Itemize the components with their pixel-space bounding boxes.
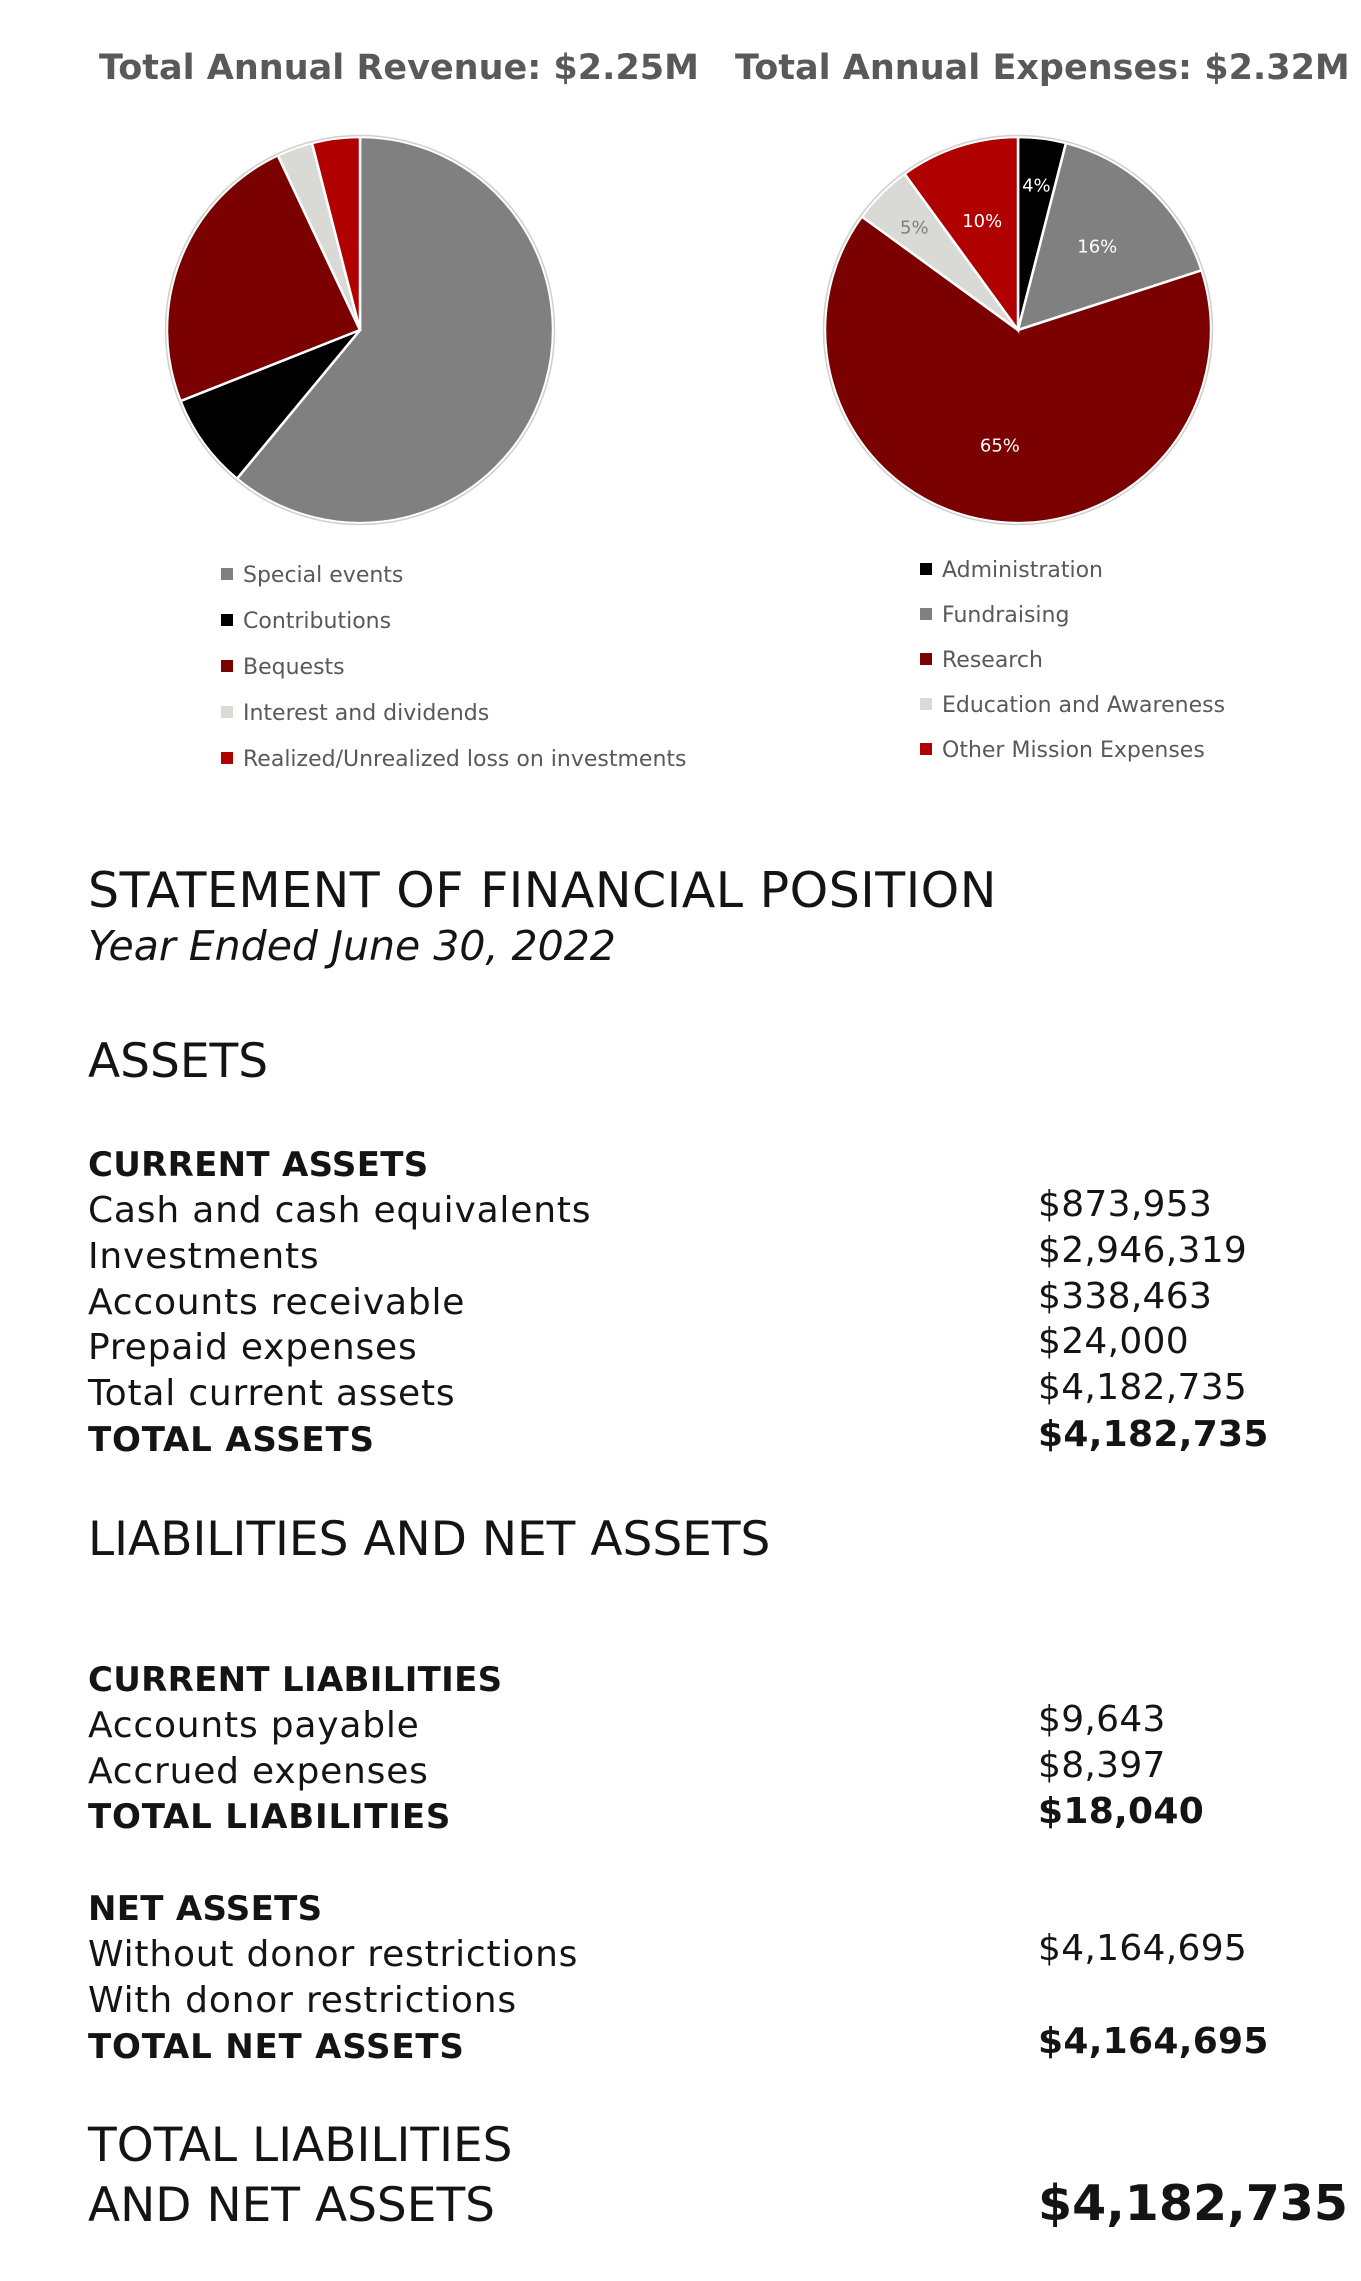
total-liabilities-label: TOTAL LIABILITIES bbox=[88, 1797, 452, 1837]
legend-item bbox=[920, 647, 1043, 675]
total-net-assets-value: $4,164,695 bbox=[1038, 2021, 1269, 2062]
row-value: $24,000 bbox=[1038, 1321, 1189, 1362]
net-asset-row bbox=[88, 1980, 1268, 2025]
legend-item bbox=[920, 557, 1103, 585]
current-assets-heading: CURRENT ASSETS bbox=[88, 1145, 429, 1185]
row-label: Without donor restrictions bbox=[88, 1934, 579, 1975]
total-assets-label: TOTAL ASSETS bbox=[88, 1420, 375, 1460]
grand-total-label-line2: AND NET ASSETS bbox=[88, 2178, 496, 2233]
row-label: Accounts payable bbox=[88, 1705, 420, 1746]
legend-label: Administration bbox=[942, 558, 1103, 583]
legend-item bbox=[221, 654, 345, 682]
legend-swatch bbox=[920, 608, 932, 620]
revenue-pie-chart bbox=[150, 120, 570, 540]
liabilities-heading: LIABILITIES AND NET ASSETS bbox=[88, 1512, 771, 1567]
revenue-chart-title: Total Annual Revenue: $2.25M bbox=[99, 48, 699, 88]
grand-total-value: $4,182,735 bbox=[1038, 2175, 1348, 2232]
pie-slice-label: 16% bbox=[1077, 236, 1118, 258]
row-label: Cash and cash equivalents bbox=[88, 1190, 592, 1231]
net-asset-row bbox=[88, 1928, 1268, 1979]
statement-subtitle: Year Ended June 30, 2022 bbox=[88, 922, 616, 970]
legend-item bbox=[920, 602, 1069, 630]
row-value: $9,643 bbox=[1038, 1699, 1166, 1740]
asset-row bbox=[88, 1367, 1268, 1418]
total-net-assets-label: TOTAL NET ASSETS bbox=[88, 2027, 465, 2067]
pie-slice-label: 65% bbox=[979, 435, 1020, 457]
total-liabilities-row bbox=[88, 1791, 1268, 1842]
pie-slice-label: 5% bbox=[900, 217, 929, 239]
row-value: $4,182,735 bbox=[1038, 1367, 1248, 1408]
legend-label: Contributions bbox=[243, 609, 392, 634]
row-value: $338,463 bbox=[1038, 1276, 1213, 1317]
pie-slice-label: 4% bbox=[1022, 175, 1051, 197]
asset-row bbox=[88, 1230, 1268, 1281]
row-label: Prepaid expenses bbox=[88, 1327, 418, 1368]
legend-swatch bbox=[920, 563, 932, 575]
legend-label: Fundraising bbox=[942, 603, 1070, 628]
row-label: Total current assets bbox=[88, 1373, 456, 1414]
legend-label: Other Mission Expenses bbox=[942, 738, 1205, 763]
expenses-pie-chart bbox=[808, 120, 1228, 540]
legend-swatch bbox=[221, 568, 233, 580]
legend-item bbox=[221, 562, 403, 590]
liability-row bbox=[88, 1699, 1268, 1750]
legend-swatch bbox=[221, 660, 233, 672]
total-liabilities-value: $18,040 bbox=[1038, 1791, 1205, 1832]
row-label: Investments bbox=[88, 1236, 320, 1277]
net-assets-heading: NET ASSETS bbox=[88, 1889, 323, 1929]
revenue-legend bbox=[221, 562, 721, 772]
legend-swatch bbox=[920, 698, 932, 710]
asset-row bbox=[88, 1184, 1268, 1235]
legend-label: Research bbox=[942, 648, 1043, 673]
legend-label: Bequests bbox=[243, 655, 345, 680]
legend-swatch bbox=[920, 743, 932, 755]
legend-item bbox=[920, 692, 1225, 720]
row-label: Accrued expenses bbox=[88, 1751, 429, 1792]
row-value: $8,397 bbox=[1038, 1745, 1166, 1786]
legend-item bbox=[221, 746, 686, 774]
row-label: With donor restrictions bbox=[88, 1980, 517, 2021]
row-value: $873,953 bbox=[1038, 1184, 1213, 1225]
legend-swatch bbox=[221, 752, 233, 764]
legend-swatch bbox=[920, 653, 932, 665]
current-liabilities-heading: CURRENT LIABILITIES bbox=[88, 1660, 503, 1700]
legend-label: Realized/Unrealized loss on investments bbox=[243, 747, 687, 772]
row-label: Accounts receivable bbox=[88, 1282, 466, 1323]
total-assets-value: $4,182,735 bbox=[1038, 1414, 1269, 1455]
assets-heading: ASSETS bbox=[88, 1034, 269, 1089]
legend-item bbox=[920, 737, 1205, 765]
expenses-chart-title: Total Annual Expenses: $2.32M bbox=[735, 48, 1350, 88]
legend-swatch bbox=[221, 706, 233, 718]
expenses-legend bbox=[920, 557, 1360, 767]
legend-label: Special events bbox=[243, 563, 404, 588]
total-assets-row bbox=[88, 1414, 1269, 1465]
row-value: $2,946,319 bbox=[1038, 1230, 1248, 1271]
asset-row bbox=[88, 1321, 1268, 1372]
pie-slice-label: 10% bbox=[962, 210, 1003, 232]
row-value: $4,164,695 bbox=[1038, 1928, 1248, 1969]
statement-title: STATEMENT OF FINANCIAL POSITION bbox=[88, 862, 997, 919]
total-net-assets-row bbox=[88, 2021, 1269, 2072]
grand-total-label-line1: TOTAL LIABILITIES bbox=[88, 2118, 513, 2173]
legend-swatch bbox=[221, 614, 233, 626]
legend-item bbox=[221, 608, 391, 636]
legend-label: Interest and dividends bbox=[243, 701, 490, 726]
liability-row bbox=[88, 1745, 1268, 1796]
legend-label: Education and Awareness bbox=[942, 693, 1226, 718]
legend-item bbox=[221, 700, 489, 728]
